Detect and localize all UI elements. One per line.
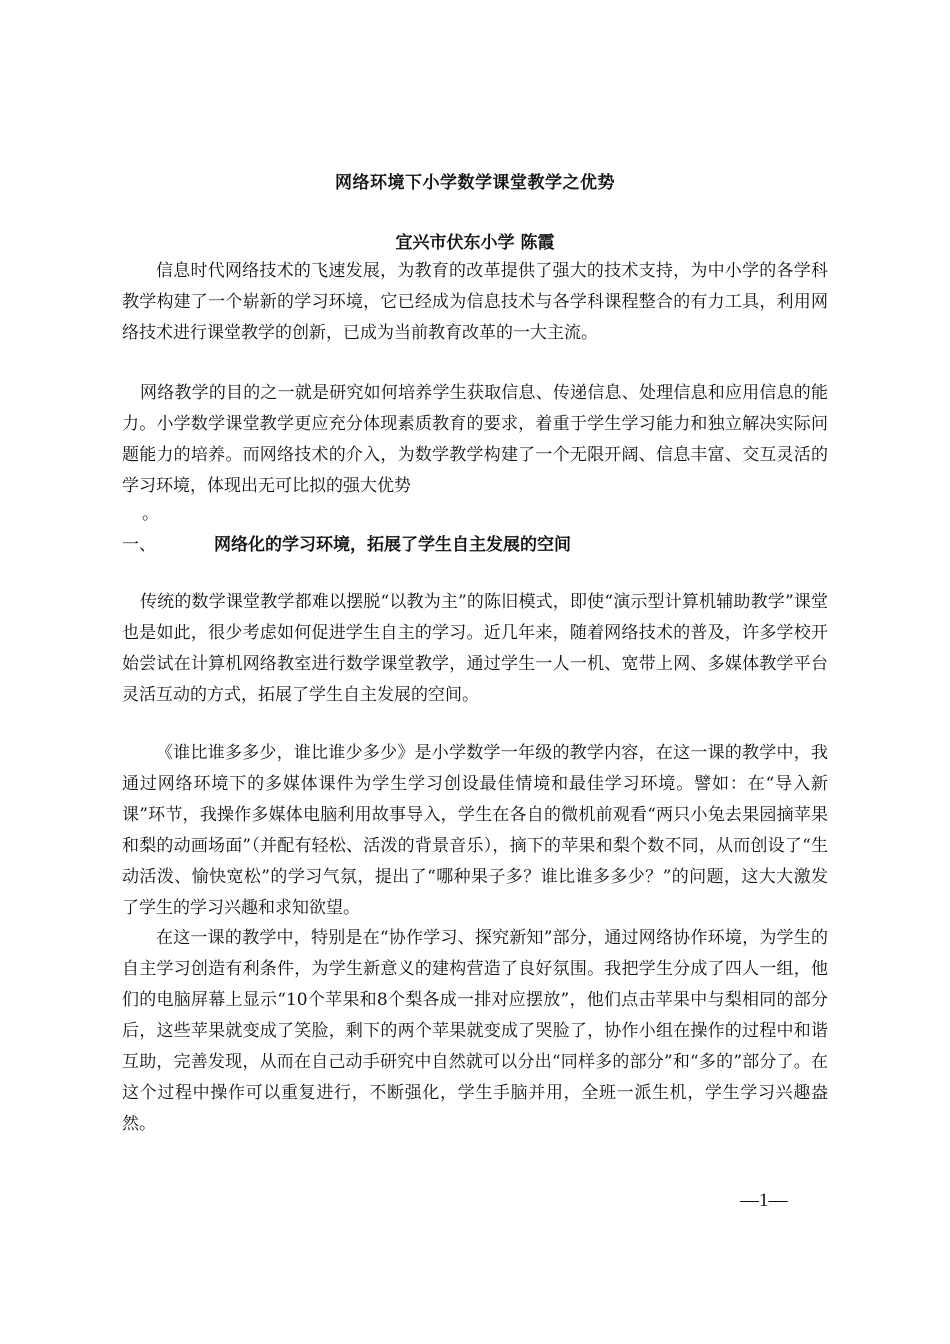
section-heading-text: 网络化的学习环境，拓展了学生自主发展的空间 [214,535,571,555]
paragraph-purpose: 网络教学的目的之一就是研究如何培养学生获取信息、传递信息、处理信息和应用信息的能力。小学数学课堂教学更应充分体现素质教育的要求，着重于学生学习能力和独立解决实际问题能力的培养。而网络技术的介入，为数学教学构建了一个无限开阔、信息丰富、交互灵活的学习环境，体现出无可比拟的强大优势 [122,383,828,496]
paragraph-intro: 信息时代网络技术的飞速发展，为教育的改革提供了强大的技术支持，为中小学的各学科教学构建了一个崭新的学习环境，它已经成为信息技术与各学科课程整合的有力工具，利用网络技术进行课堂教学的创新，已成为当前教育改革的一大主流。 [122,261,828,343]
page-number: —1— [740,1190,788,1211]
section-heading [122,531,828,559]
section-number: 一、 [122,535,156,555]
paragraph-period: 。 [142,504,159,524]
document-title: 网络环境下小学数学课堂教学之优势 [335,173,615,193]
paragraph-collaboration: 在这一课的教学中，特别是在“协作学习、探究新知”部分，通过网络协作环境，为学生的自主学习创造有利条件，为学生新意义的建构营造了良好氛围。我把学生分成了四人一组，他们的电脑屏幕上显示“10个苹果和8个梨各成一排对应摆放”，他们点击苹果中与梨相同的部分后，这些苹果就变成了笑脸，剩下的两个苹果就变成了哭脸了，协作小组在操作的过程中和谐互助，完善发现，从而在自己动手研究中自然就可以分出“同样多的部分”和“多的”部分了。在这个过程中操作可以重复进行，不断强化，学生手脑并用，全班一派生机，学生学习兴趣盎然。 [122,928,828,1134]
document-author: 宜兴市伏东小学 陈霞 [395,233,555,253]
paragraph-traditional: 传统的数学课堂教学都难以摆脱“以教为主”的陈旧模式，即使“演示型计算机辅助教学”课堂也是如此，很少考虑如何促进学生自主的学习。近几年来，随着网络技术的普及，许多学校开始尝试在计算机网络教室进行数学课堂教学，通过学生一人一机、宽带上网、多媒体教学平台灵活互动的方式，拓展了学生自主发展的空间。 [122,592,828,705]
paragraph-lesson-example: 《谁比谁多多少，谁比谁少多少》是小学数学一年级的教学内容，在这一课的教学中，我通过网络环境下的多媒体课件为学生学习创设最佳情境和最佳学习环境。譬如：在“导入新课”环节，我操作多媒体电脑利用故事导入，学生在各自的微机前观看“两只小兔去果园摘苹果和梨的动画场面”（并配有轻松、活泼的背景音乐），摘下的苹果和梨个数不同，从而创设了“生动活泼、愉快宽松”的学习气氛，提出了“哪种果子多？谁比谁多多少？”的问题，这大大激发了学生的学习兴趣和求知欲望。 [122,743,828,918]
